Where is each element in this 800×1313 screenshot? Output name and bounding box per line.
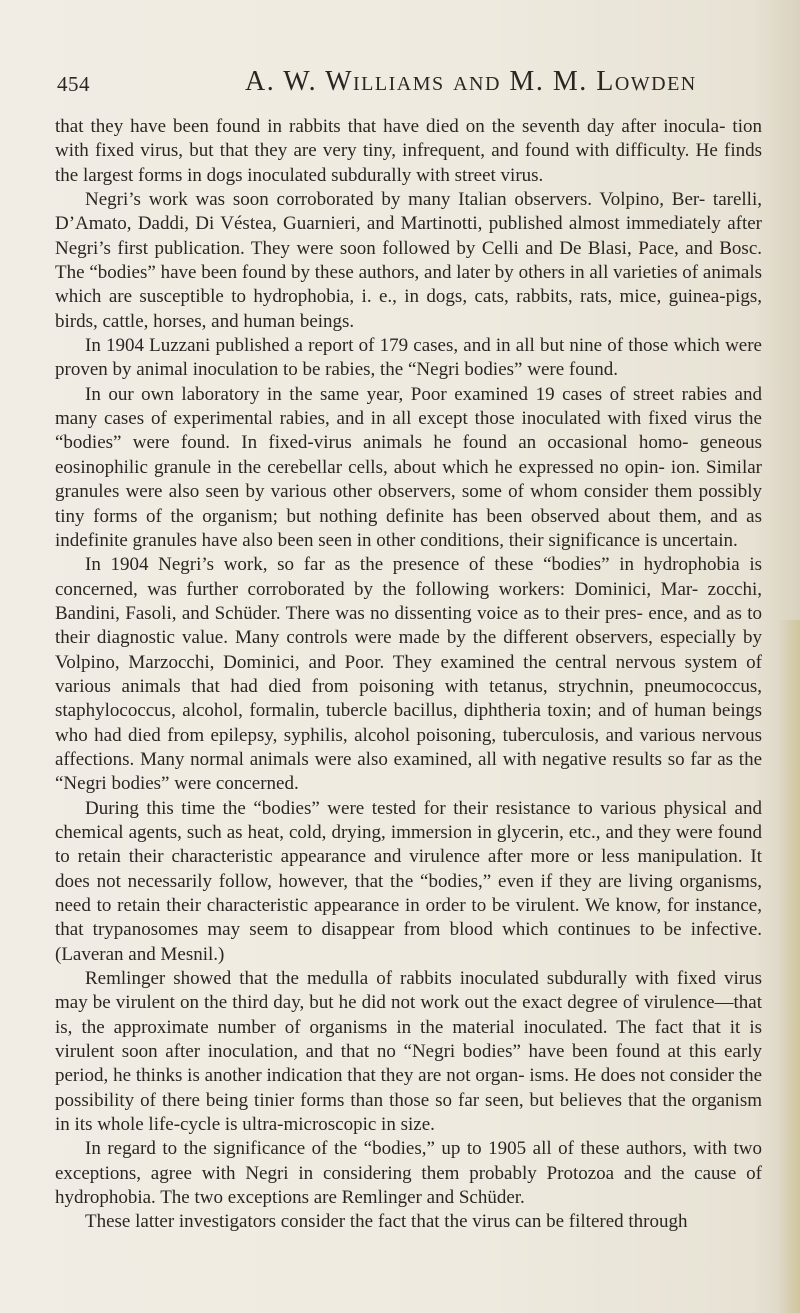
paragraph: In regard to the significance of the “bodies,” up to 1905 all of these authors, with two exceptions, agree with Negri in considering them probably Protozoa and the cause of hydrophobia. The two exceptions are Remlinger and Schüder. [55, 1138, 762, 1209]
page-header [0, 66, 800, 106]
page-edge-stain [778, 620, 800, 1313]
paragraph: Negri’s work was soon corroborated by many Italian observers. Volpino, Ber- tarelli, D’Amato, Daddi, Di Véstea, Guarnieri, and Martinotti, published almost immediately after Negri’s first publication. They were soon followed by Celli and De Blasi, Pace, and Bosc. The “bodies” have been found by these authors, and later by others in all varieties of animals which are susceptible to hydrophobia, i. e., in dogs, cats, rabbits, rats, mice, guinea-pigs, birds, cattle, horses, and human beings. [55, 189, 762, 332]
paragraph: These latter investigators consider the fact that the virus can be filtered through [85, 1211, 688, 1233]
paragraph: During this time the “bodies” were tested for their resistance to various physical and chemical agents, such as heat, cold, drying, immersion in glycerin, etc., and they were found to retain their characteristic appearance and virulence after more or less manipulation. It does not necessarily follow, however, that the “bodies,” even if they are living organisms, need to retain their characteristic appearance in order to be virulent. We know, for instance, that trypanosomes may seem to disappear from blood which continues to be infective. (Laveran and Mesnil.) [55, 797, 762, 965]
body-text [55, 115, 762, 1235]
page-number: 454 [57, 72, 90, 96]
paragraph: In 1904 Negri’s work, so far as the presence of these “bodies” in hydrophobia is concerned, was further corroborated by the following workers: Dominici, Mar- zocchi, Bandini, Fasoli, and Schüder. There was no dissenting voice as to their pres- ence, and as to their diagnostic value. Many controls were made by the different observers, especially by Volpino, Marzocchi, Dominici, and Poor. They examined the central nervous system of various animals that had died from poisoning with tetanus, strychnin, pneumococcus, staphylococcus, alcohol, formalin, tubercle bacillus, diphtheria toxin; and of human beings who had died from epilepsy, syphilis, alcohol poisoning, tuberculosis, and various nervous affections. Many normal animals were also examined, all with negative results so far as the “Negri bodies” were concerned. [55, 554, 762, 795]
paragraph: that they have been found in rabbits that have died on the seventh day after inocula- tion with fixed virus, but that they are very tiny, infrequent, and found with difficulty. He finds the largest forms in dogs inoculated subdurally with street virus. [55, 116, 762, 186]
running-head: A. W. Williams and M. M. Lowden [245, 66, 697, 97]
paragraph: Remlinger showed that the medulla of rabbits inoculated subdurally with fixed virus may be virulent on the third day, but he did not work out the exact degree of virulence—that is, the approximate number of organisms in the material inoculated. The fact that it is virulent soon after inoculation, and that no “Negri bodies” have been found at this early period, he thinks is another indication that they are not organ- isms. He does not consider the possibility of there being tinier forms than those so far seen, but believes that the organism in its whole life-cycle is ultra-microscopic in size. [55, 968, 762, 1136]
paragraph: In our own laboratory in the same year, Poor examined 19 cases of street rabies and many cases of experimental rabies, and in all except those inoculated with fixed virus the “bodies” were found. In fixed-virus animals he found an occasional homo- geneous eosinophilic granule in the cerebellar cells, about which he expressed no opin- ion. Similar granules were also seen by various other observers, some of whom consider them possibly tiny forms of the organism; but nothing definite has been observed about them, and as indefinite granules have also been seen in other conditions, their significance is uncertain. [55, 383, 762, 551]
paragraph: In 1904 Luzzani published a report of 179 cases, and in all but nine of those which were proven by animal inoculation to be rabies, the “Negri bodies” were found. [55, 335, 762, 381]
